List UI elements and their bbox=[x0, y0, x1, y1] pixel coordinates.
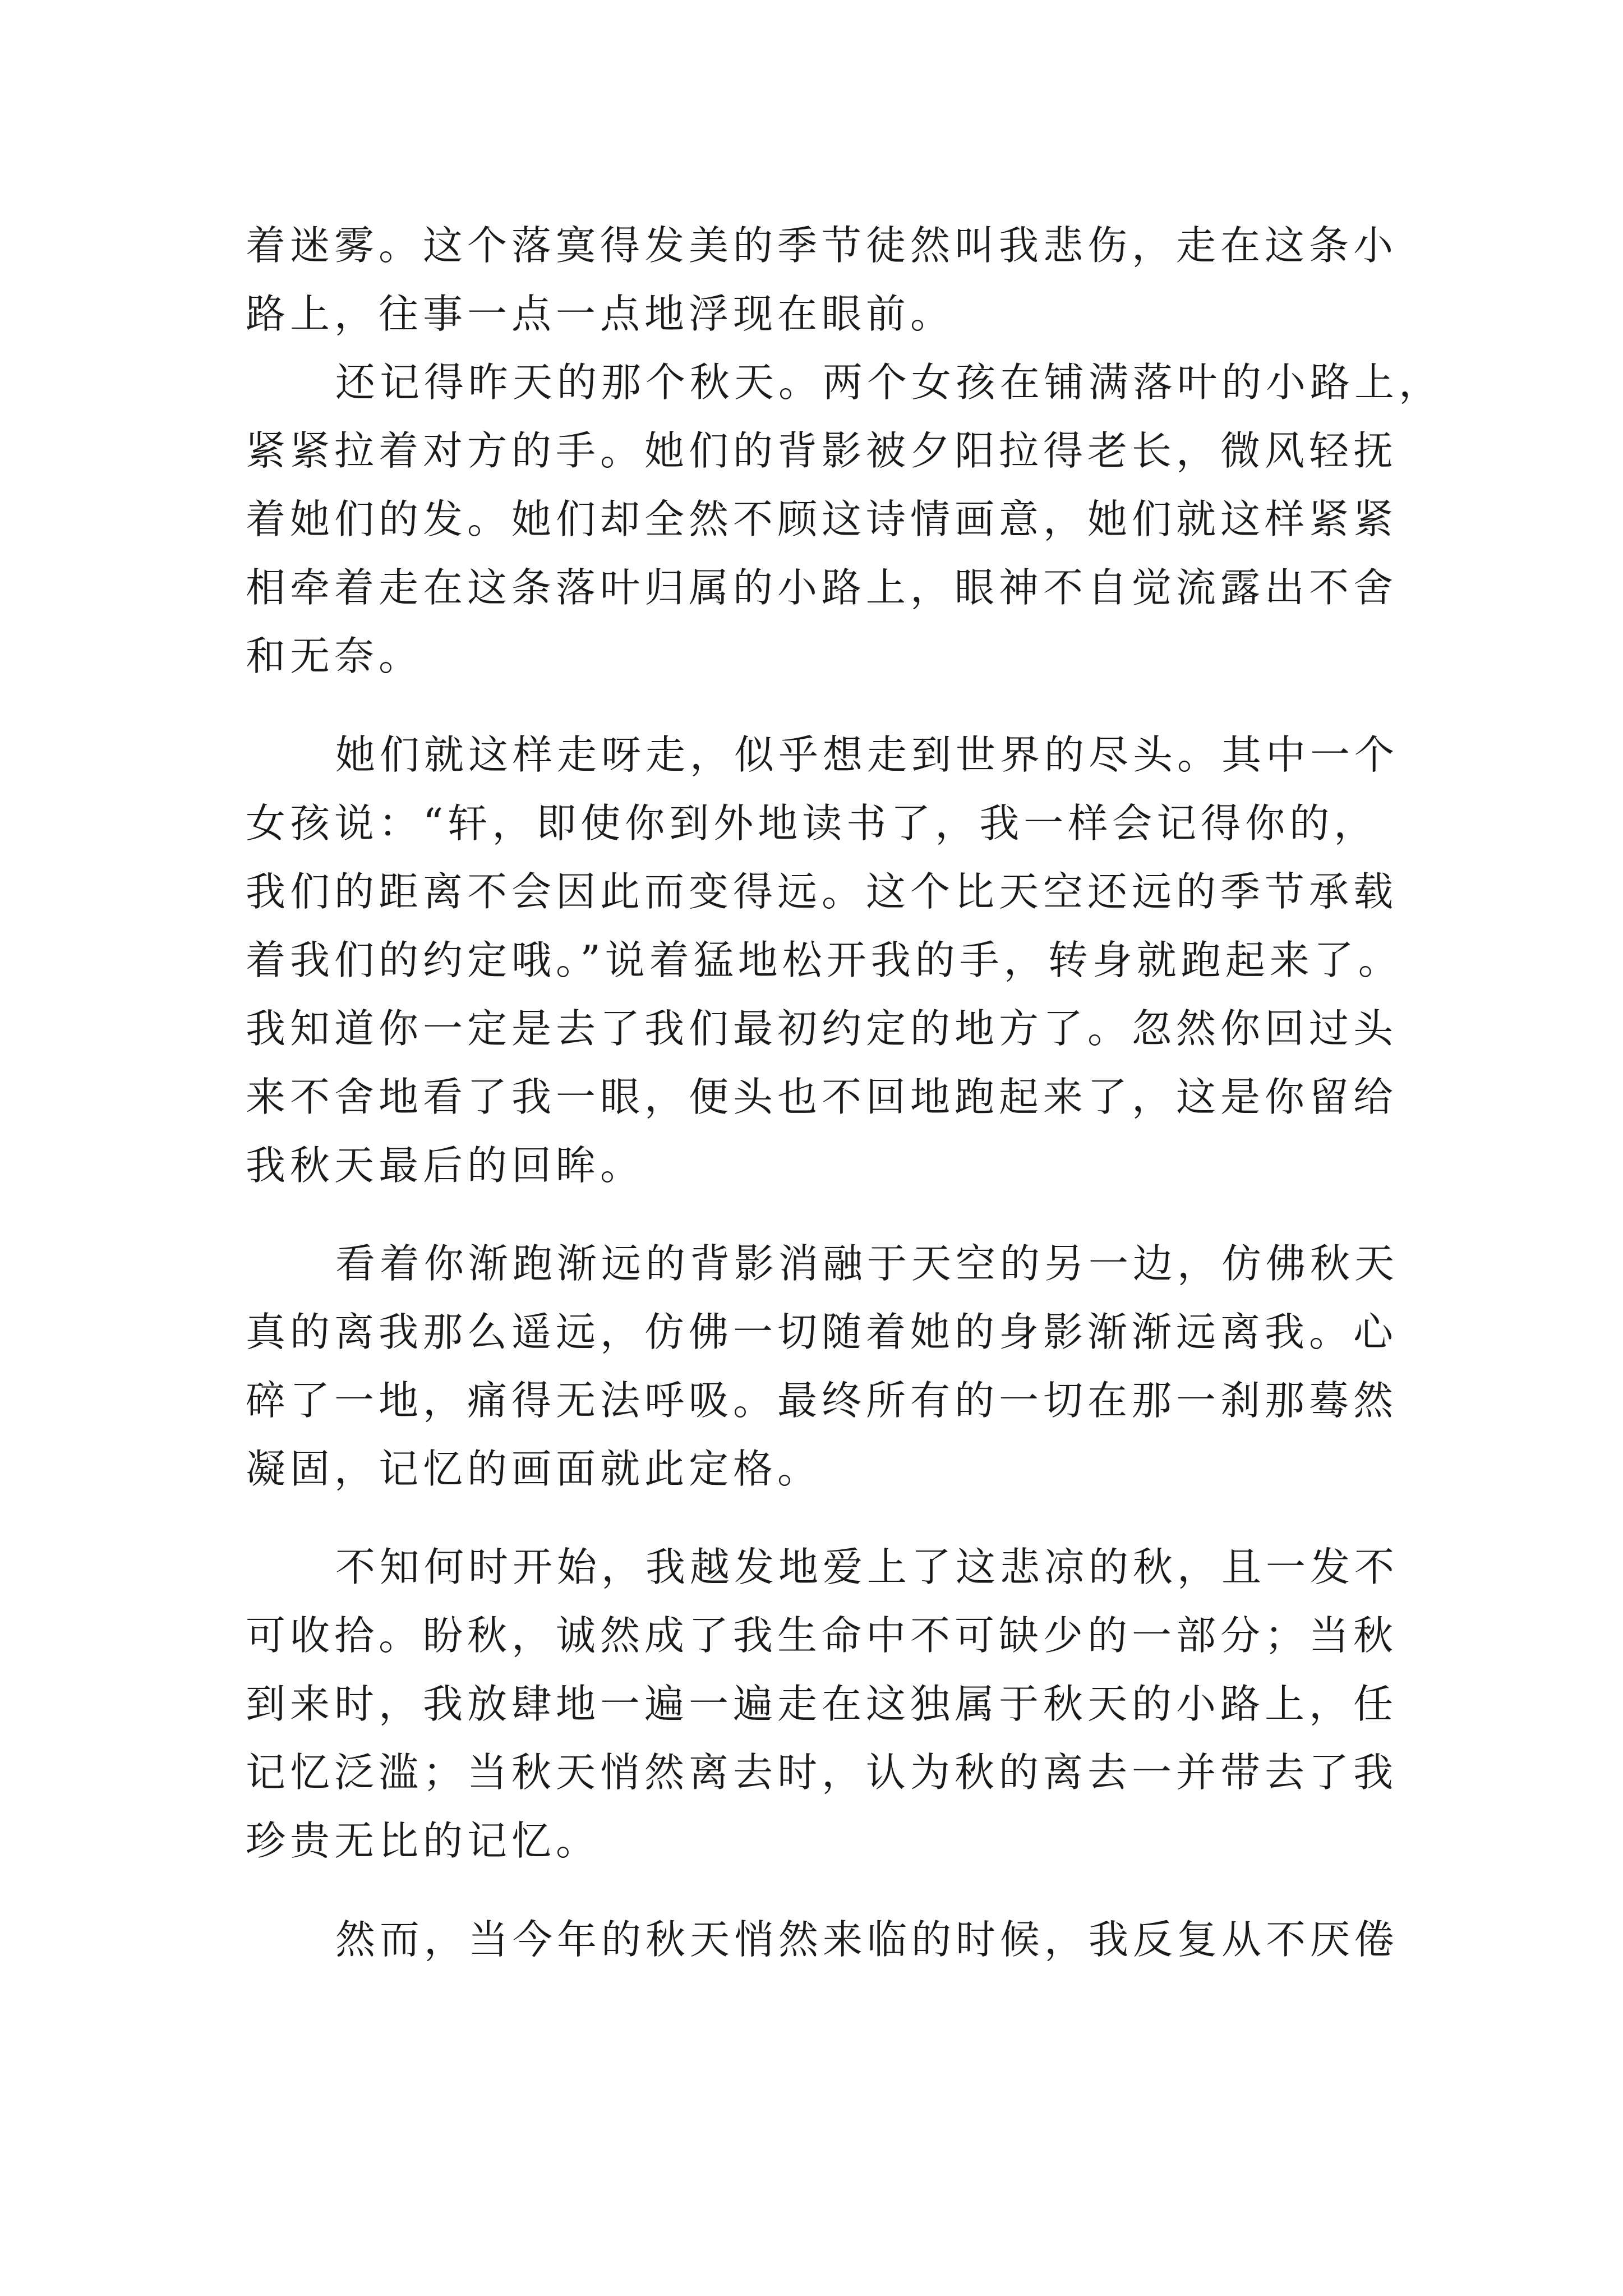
paragraph-first-line: 看着你渐跑渐远的背影消融于天空的另一边，仿佛秋天 bbox=[335, 1240, 1399, 1287]
text-line: 路上，往事一点一点地浮现在眼前。 bbox=[246, 291, 955, 337]
paragraph-first-line: 不知何时开始，我越发地爱上了这悲凉的秋，且一发不 bbox=[335, 1544, 1399, 1590]
text-line: 珍贵无比的记忆。 bbox=[246, 1818, 601, 1864]
text-line: 记忆泛滥；当秋天悄然离去时，认为秋的离去一并带去了我 bbox=[246, 1749, 1398, 1796]
text-line: 来不舍地看了我一眼，便头也不回地跑起来了，这是你留给 bbox=[246, 1074, 1398, 1120]
text-line: 到来时，我放肆地一遍一遍走在这独属于秋天的小路上，任 bbox=[246, 1681, 1398, 1727]
text-line: 相牵着走在这条落叶归属的小路上，眼神不自觉流露出不舍 bbox=[246, 564, 1398, 611]
text-line: 紧紧拉着对方的手。她们的背影被夕阳拉得老长，微风轻抚 bbox=[246, 427, 1398, 474]
text-line: 女孩说：“轩，即使你到外地读书了，我一样会记得你的， bbox=[246, 800, 1378, 846]
text-line: 可收拾。盼秋，诚然成了我生命中不可缺少的一部分；当秋 bbox=[246, 1612, 1398, 1659]
text-line: 我秋天最后的回眸。 bbox=[246, 1142, 645, 1189]
text-line: 真的离我那么遥远，仿佛一切随着她的身影渐渐远离我。心 bbox=[246, 1309, 1398, 1355]
text-line: 凝固，记忆的画面就此定格。 bbox=[246, 1446, 822, 1492]
text-line: 碎了一地，痛得无法呼吸。最终所有的一切在那一刹那蓦然 bbox=[246, 1377, 1398, 1424]
text-line: 我们的距离不会因此而变得远。这个比天空还远的季节承载 bbox=[246, 868, 1398, 915]
paragraph-first-line: 然而，当今年的秋天悄然来临的时候，我反复从不厌倦 bbox=[335, 1916, 1399, 1963]
paragraph-first-line: 她们就这样走呀走，似乎想走到世界的尽头。其中一个 bbox=[335, 731, 1399, 778]
text-line: 和无奈。 bbox=[246, 633, 423, 679]
text-line: 我知道你一定是去了我们最初约定的地方了。忽然你回过头 bbox=[246, 1005, 1398, 1052]
text-line: 着她们的发。她们却全然不顾这诗情画意，她们就这样紧紧 bbox=[246, 496, 1398, 542]
text-line: 着迷雾。这个落寞得发美的季节徒然叫我悲伤，走在这条小 bbox=[246, 222, 1398, 269]
paragraph-first-line: 还记得昨天的那个秋天。两个女孩在铺满落叶的小路上， bbox=[335, 359, 1444, 406]
text-line: 着我们的约定哦。”说着猛地松开我的手，转身就跑起来了。 bbox=[246, 937, 1403, 983]
